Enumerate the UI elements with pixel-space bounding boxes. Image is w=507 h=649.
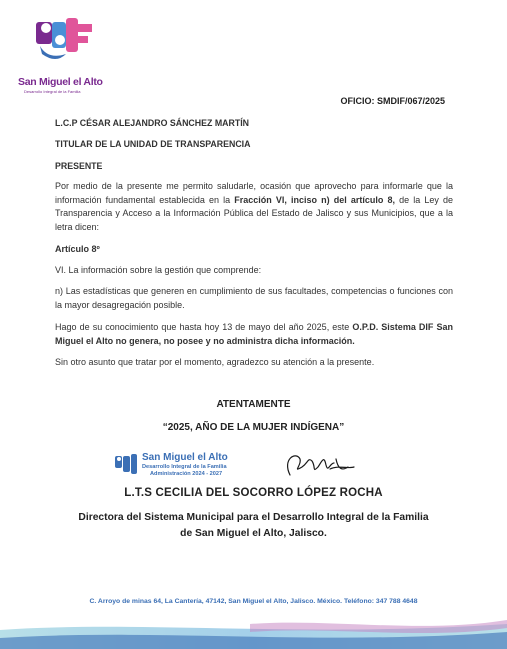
atentamente: ATENTAMENTE	[216, 399, 291, 410]
signer-position-line1: Directora del Sistema Municipal para el Desarrollo Integral de la Familia	[78, 512, 429, 523]
institution-seal	[110, 452, 260, 482]
intro-text-a: Por medio de la presente me permito saludarle, ocasión que aprovecho para informarle que la información fundamental establecida en la	[55, 181, 453, 205]
paragraph-statement	[55, 321, 453, 348]
footer-address: C. Arroyo de minas 64, La Cantería, 47142, San Miguel el Alto, Jalisco. México. Teléfono: 347 788 4648	[89, 598, 418, 605]
paragraph-intro	[55, 180, 453, 234]
logo-name: San Miguel el Alto	[18, 76, 103, 88]
seal-line1: Desarrollo Integral de la Familia	[142, 464, 227, 470]
recipient-title: TITULAR DE LA UNIDAD DE TRANSPARENCIA	[55, 139, 251, 149]
signer-position-line2: de San Miguel el Alto, Jalisco.	[180, 528, 327, 539]
recipient-name: L.C.P CÉSAR ALEJANDRO SÁNCHEZ MARTÍN	[55, 118, 250, 128]
articulo-heading: Artículo 8º	[55, 244, 100, 254]
seal-line2: Administración 2024 - 2027	[150, 471, 223, 477]
fraccion-text: VI. La información sobre la gestión que comprende:	[55, 265, 262, 275]
seal-name: San Miguel el Alto	[142, 452, 228, 463]
motto: “2025, AÑO DE LA MUJER INDÍGENA”	[162, 422, 345, 433]
paragraph-closing: Sin otro asunto que tratar por el momento, agradezco su atención a la presente.	[55, 357, 375, 367]
salutation: PRESENTE	[55, 161, 103, 171]
signer-name: L.T.S CECILIA DEL SOCORRO LÓPEZ ROCHA	[124, 487, 383, 499]
statement-text-a: Hago de su conocimiento que hasta hoy 13 de mayo del año 2025, este	[55, 322, 353, 332]
inciso-text: n) Las estadísticas que generen en cumplimiento de sus facultades, competencias o funciones con la mayor desagregación posible.	[55, 286, 453, 310]
intro-text-bold: Fracción VI, inciso n) del artículo 8,	[234, 194, 395, 205]
seal-icon	[114, 454, 140, 478]
statement-text-bold: O.P.D. Sistema DIF San Miguel el Alto no genera, no posee y no administra dicha información.	[55, 322, 453, 346]
handwritten-signature	[278, 445, 358, 485]
intro-text-b: de la Ley de Transparencia y Acceso a la Información Pública del Estado de Jalisco y sus Municipios, que a la letra dicen:	[55, 194, 454, 232]
footer-band	[0, 616, 507, 649]
oficio-number: OFICIO: SMDIF/067/2025	[340, 96, 445, 106]
logo-subtitle: Desarrollo Integral de la Familia	[24, 89, 81, 94]
